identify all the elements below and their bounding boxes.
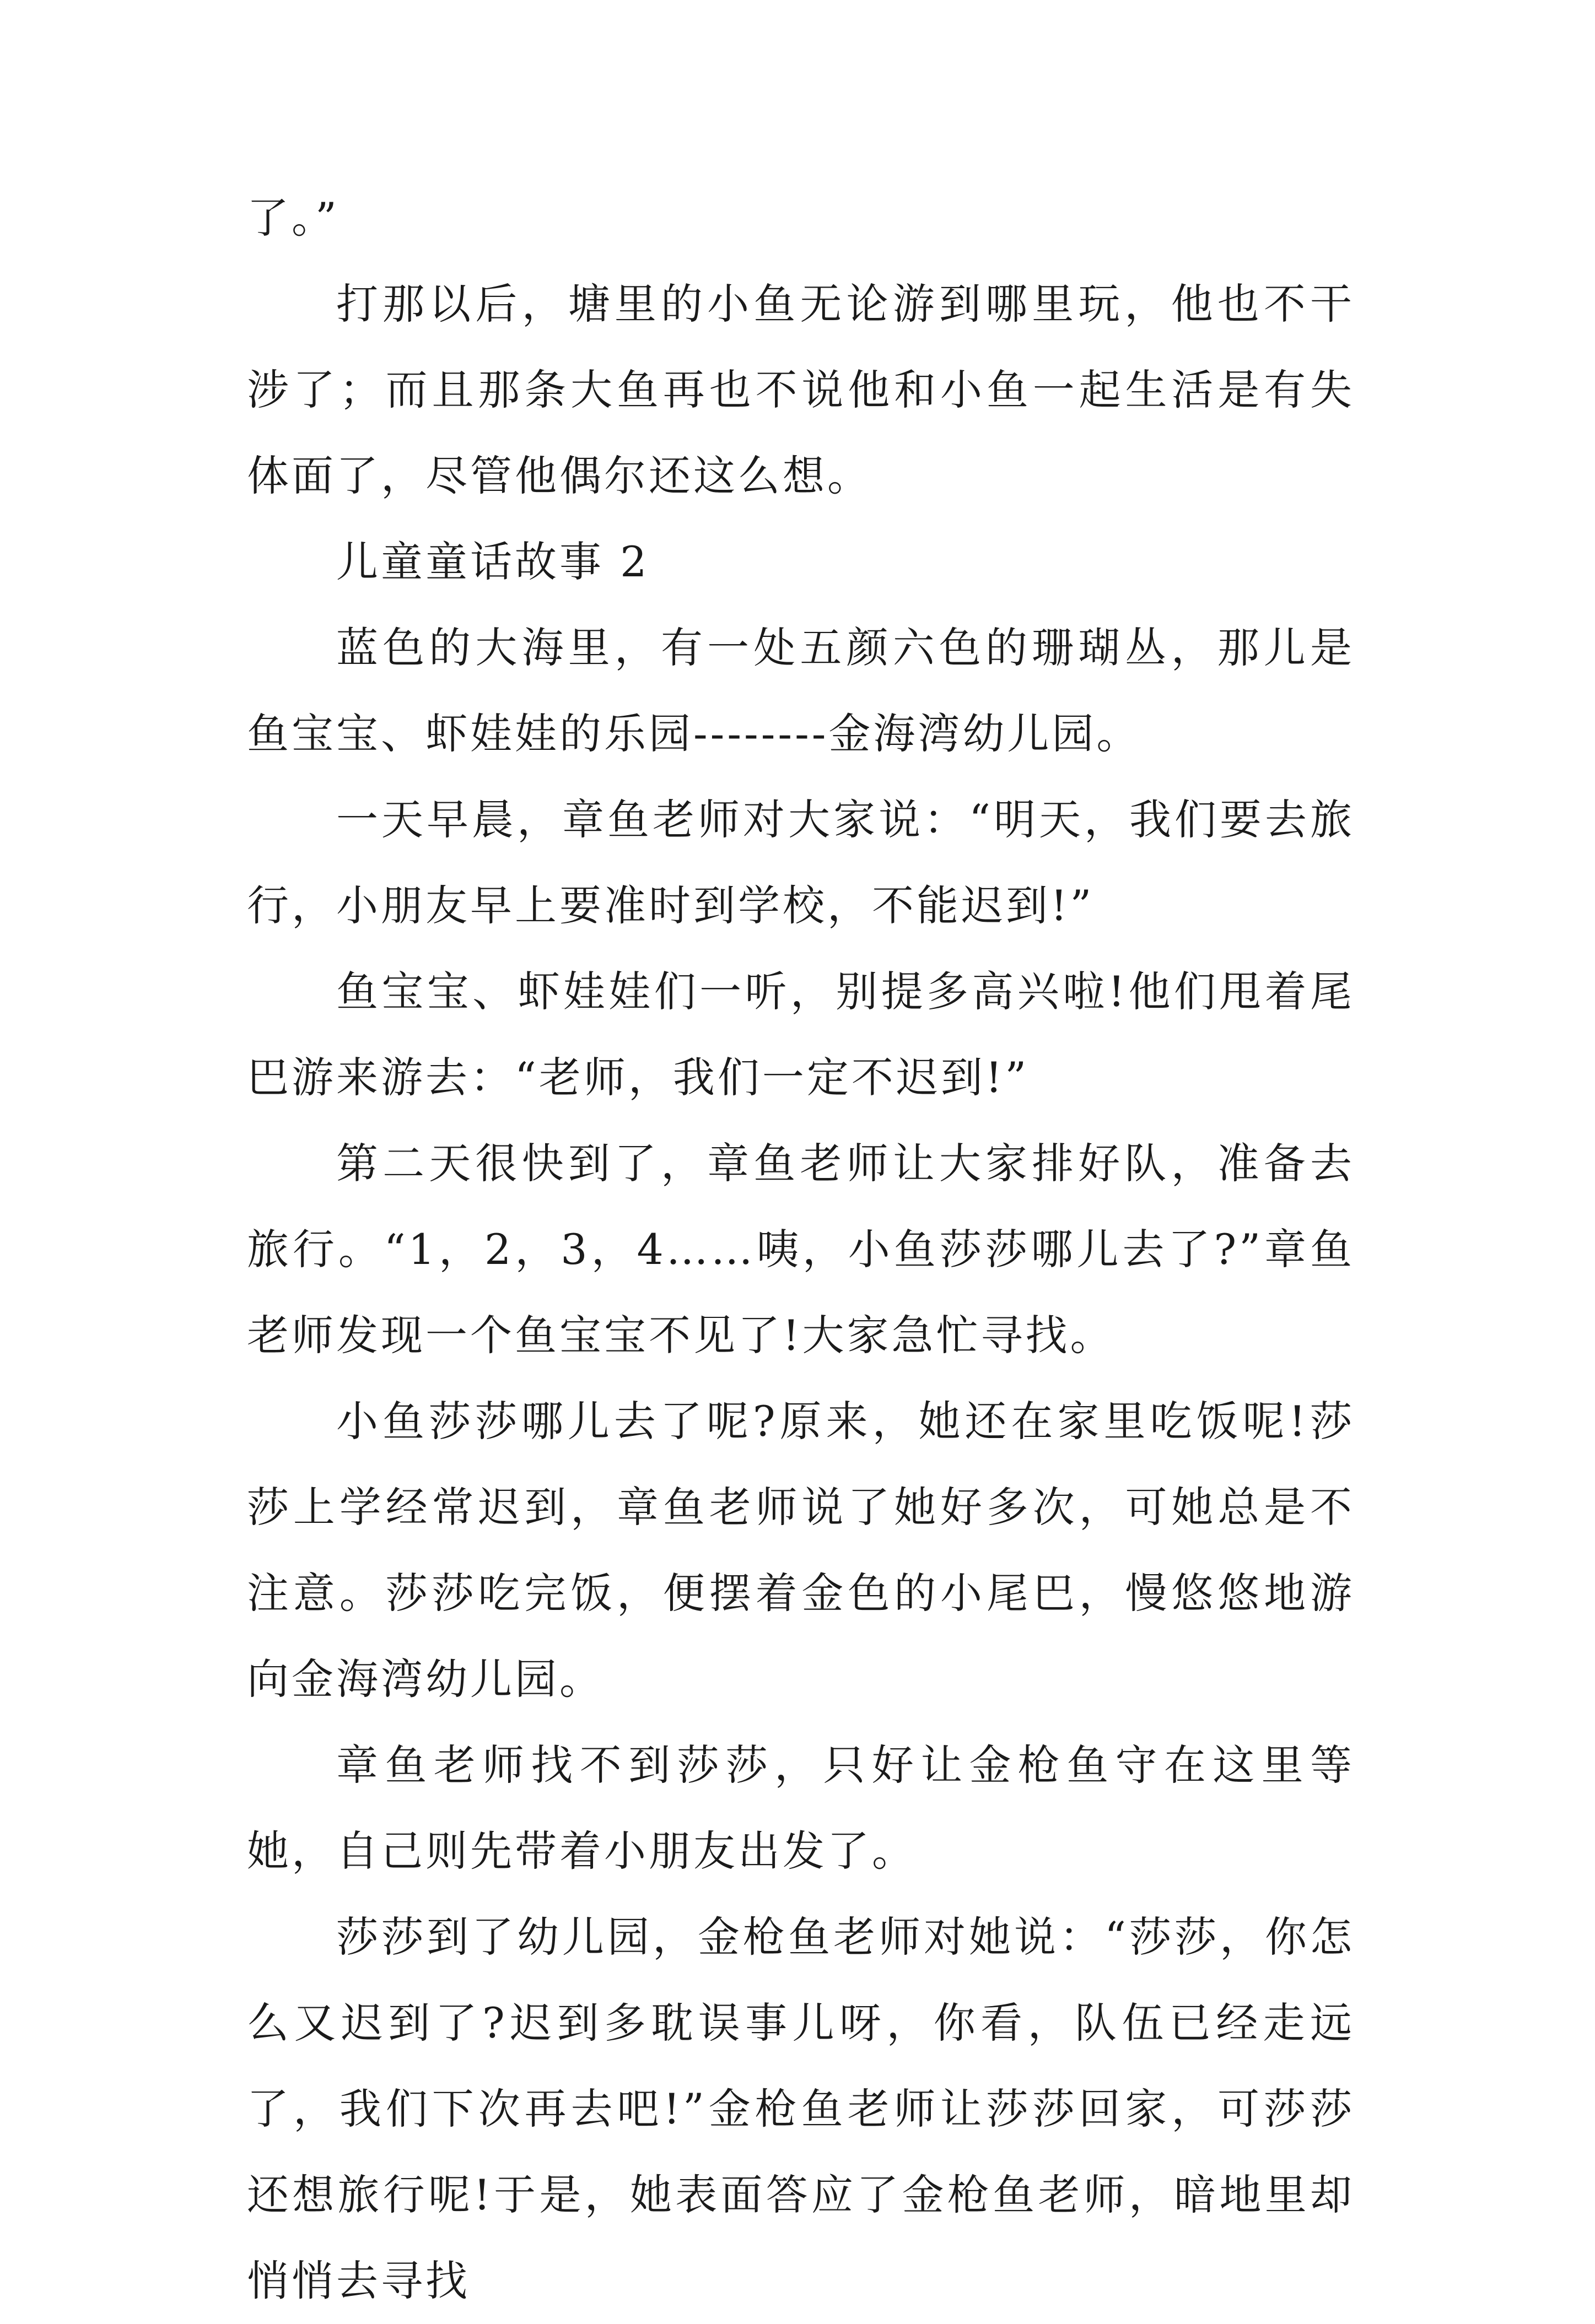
paragraph: 蓝色的大海里，有一处五颜六色的珊瑚丛，那儿是鱼宝宝、虾娃娃的乐园--------金海湾幼儿园。 <box>247 623 1355 758</box>
paragraph: 小鱼莎莎哪儿去了呢?原来，她还在家里吃饭呢!莎莎上学经常迟到，章鱼老师说了她好多次，可她总是不注意。莎莎吃完饭，便摆着金色的小尾巴，慢悠悠地游向金海湾幼儿园。 <box>247 1397 1355 1704</box>
paragraph: 一天早晨，章鱼老师对大家说：“明天，我们要去旅行，小朋友早上要准时到学校，不能迟到!” <box>247 795 1355 930</box>
document-body <box>247 175 1355 2324</box>
paragraph: 鱼宝宝、虾娃娃们一听，别提多高兴啦!他们甩着尾巴游来游去：“老师，我们一定不迟到!” <box>247 967 1355 1102</box>
paragraph: 第二天很快到了，章鱼老师让大家排好队，准备去旅行。“1，2，3，4……咦，小鱼莎莎哪儿去了?”章鱼老师发现一个鱼宝宝不见了!大家急忙寻找。 <box>247 1139 1355 1360</box>
paragraph: 了。” <box>247 193 340 242</box>
paragraph: 打那以后，塘里的小鱼无论游到哪里玩，他也不干涉了；而且那条大鱼再也不说他和小鱼一起生活是有失体面了，尽管他偶尔还这么想。 <box>247 279 1355 500</box>
paragraph: 莎莎到了幼儿园，金枪鱼老师对她说：“莎莎，你怎么又迟到了?迟到多耽误事儿呀，你看，队伍已经走远了，我们下次再去吧!”金枪鱼老师让莎莎回家，可莎莎还想旅行呢!于是，她表面答应了金枪鱼老师，暗地里却悄悄去寻找 <box>247 1912 1355 2305</box>
paragraph: 章鱼老师找不到莎莎，只好让金枪鱼守在这里等她，自己则先带着小朋友出发了。 <box>247 1741 1355 1876</box>
section-heading: 儿童童话故事 2 <box>336 537 650 586</box>
